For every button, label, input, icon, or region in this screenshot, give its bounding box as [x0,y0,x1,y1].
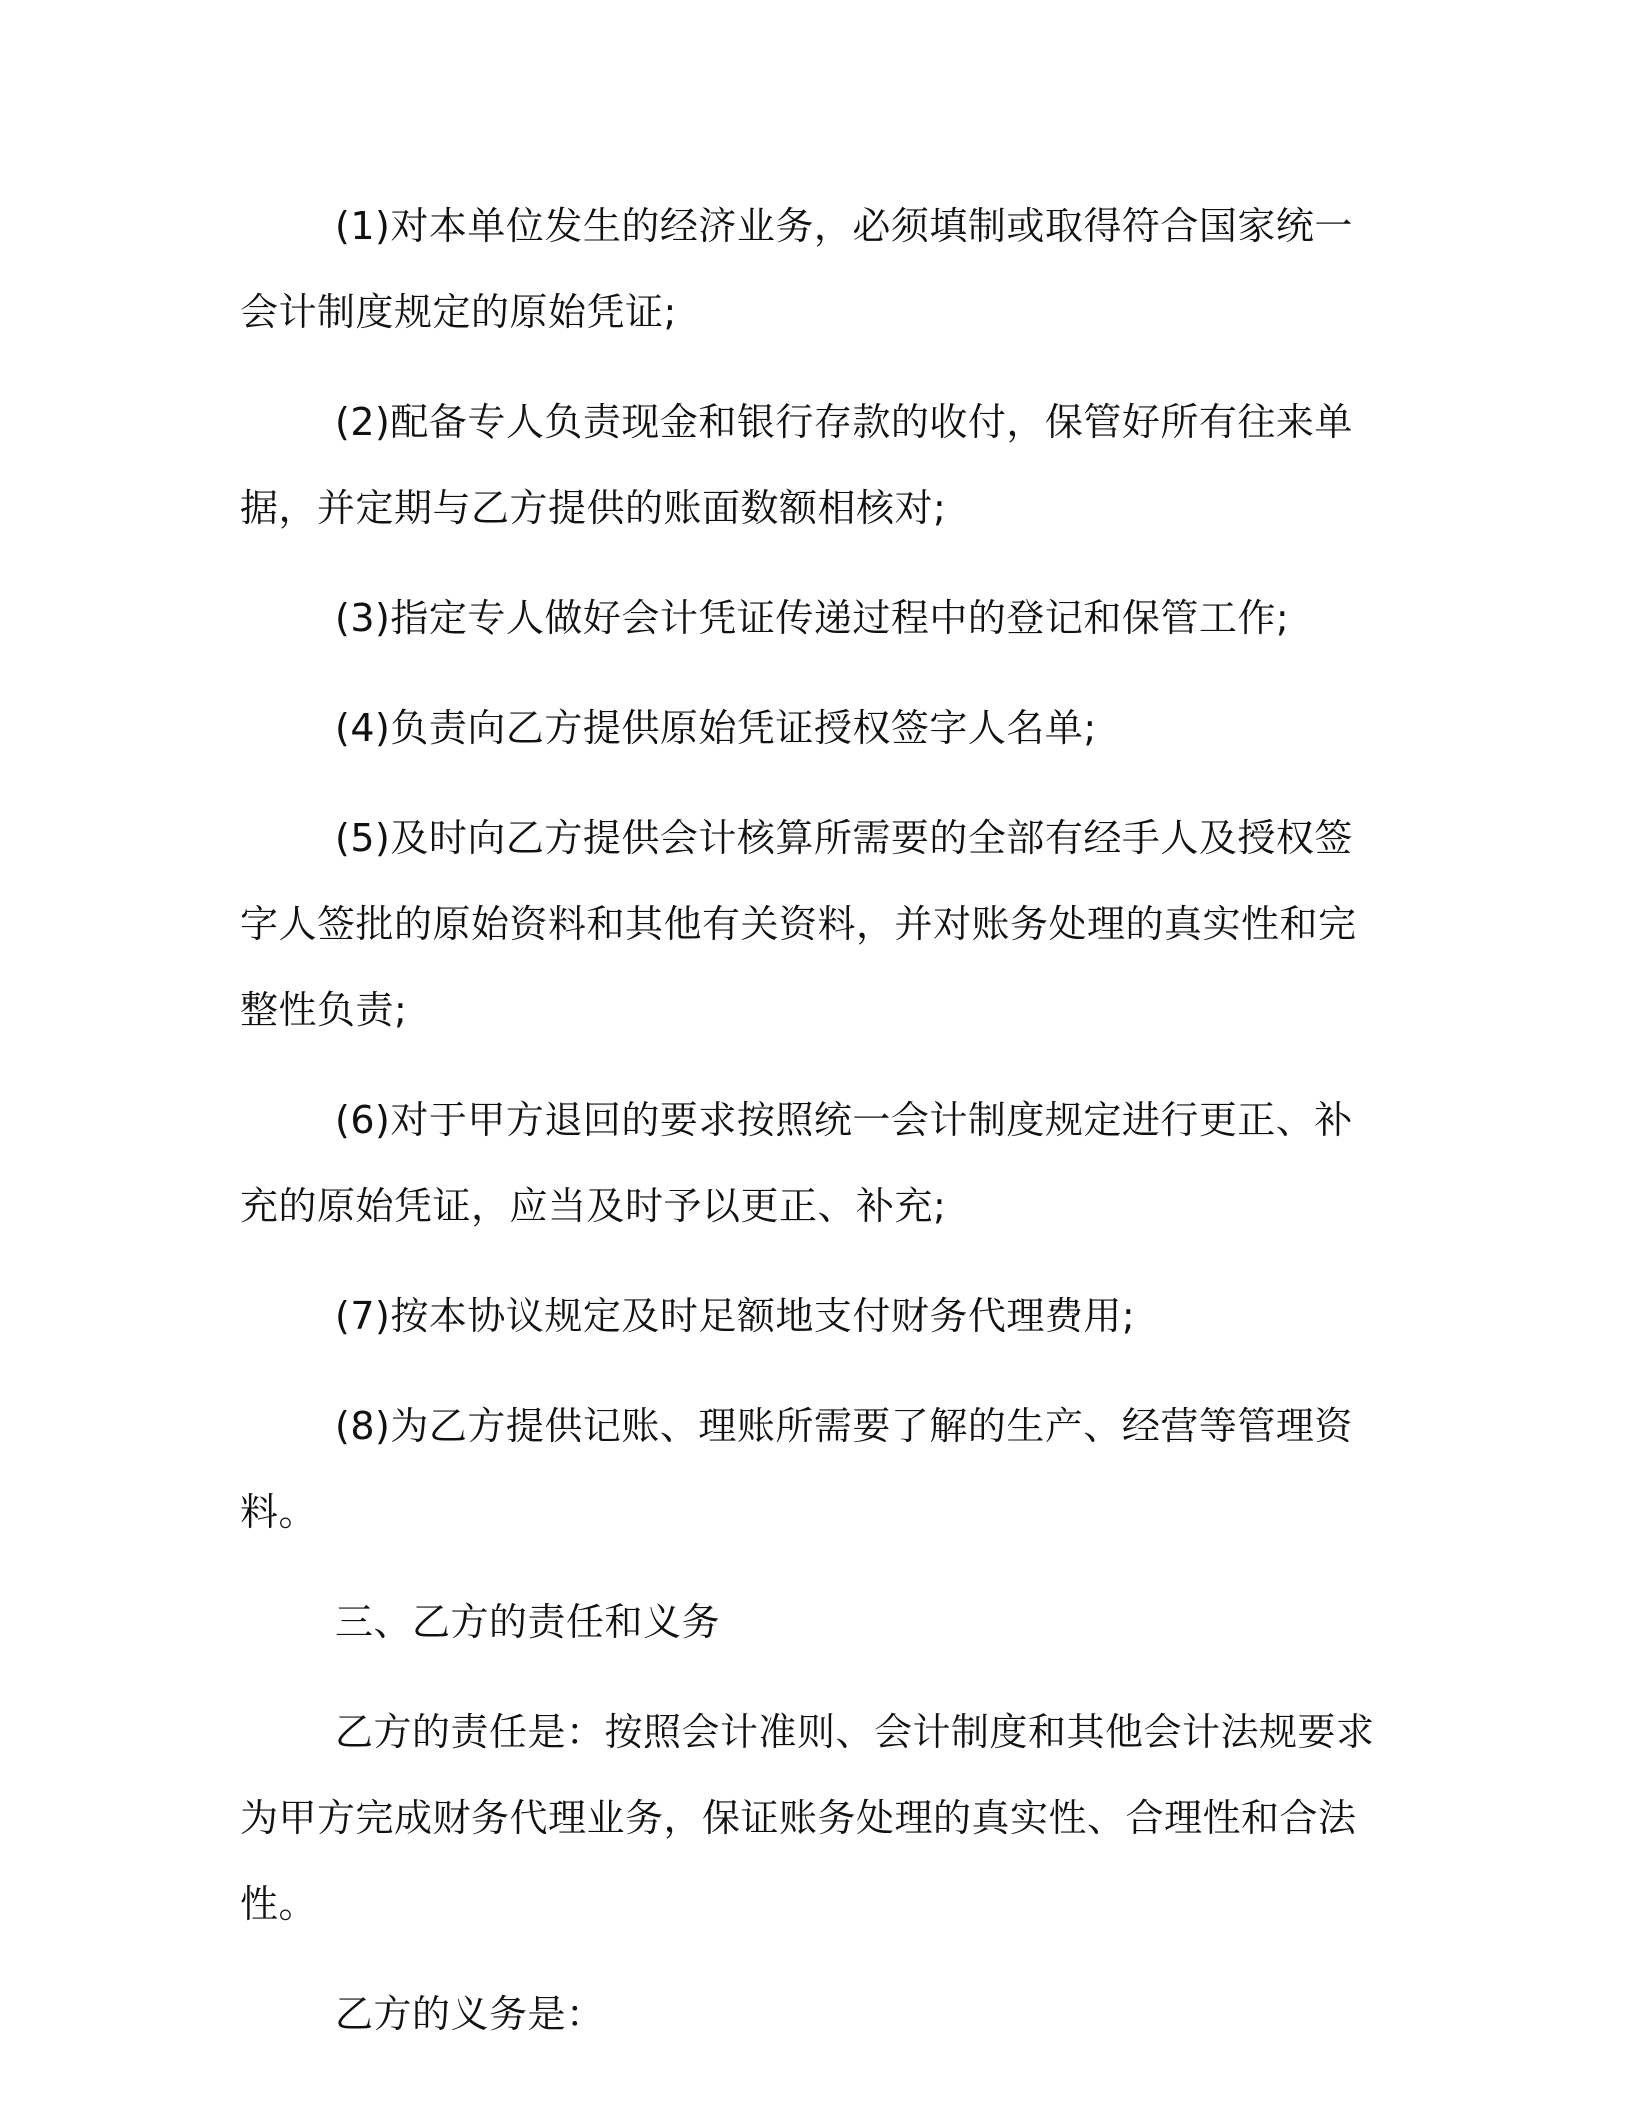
clause-item-2: (2)配备专人负责现金和银行存款的收付，保管好所有往来单据，并定期与乙方提供的账面数额相核对; [240,400,1353,530]
clause-item-8: (8)为乙方提供记账、理账所需要了解的生产、经营等管理资料。 [240,1404,1353,1534]
clause-item-6: (6)对于甲方退回的要求按照统一会计制度规定进行更正、补充的原始凭证，应当及时予以更正、补充; [240,1098,1353,1228]
party-b-obligations-intro: 乙方的义务是： [335,1992,605,2036]
clause-item-4: (4)负责向乙方提供原始凭证授权签字人名单; [335,706,1097,750]
section-heading-party-b: 三、乙方的责任和义务 [335,1600,721,1644]
clause-item-1: (1)对本单位发生的经济业务，必须填制或取得符合国家统一会计制度规定的原始凭证; [240,204,1353,334]
document-body [240,183,1390,2081]
clause-item-7: (7)按本协议规定及时足额地支付财务代理费用; [335,1294,1136,1338]
clause-item-5: (5)及时向乙方提供会计核算所需要的全部有经手人及授权签字人签批的原始资料和其他有关资料，并对账务处理的真实性和完整性负责; [240,816,1357,1032]
party-b-responsibility: 乙方的责任是：按照会计准则、会计制度和其他会计法规要求为甲方完成财务代理业务，保证账务处理的真实性、合理性和合法性。 [240,1710,1375,1926]
clause-item-3: (3)指定专人做好会计凭证传递过程中的登记和保管工作; [335,596,1290,640]
